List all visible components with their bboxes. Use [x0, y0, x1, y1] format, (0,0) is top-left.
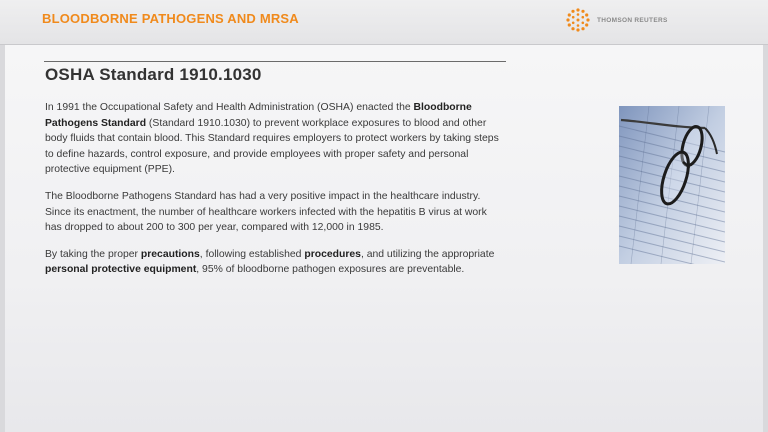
- text-span: By taking the proper: [45, 248, 141, 260]
- logo-icon: [565, 7, 591, 33]
- text-span: In 1991 the Occupational Safety and Health Administration (OSHA) enacted the: [45, 102, 414, 113]
- bold-term: Bloodborne Pathogens Standard: [45, 102, 472, 129]
- text-span: , 95% of bloodborne pathogen exposures are preventable.: [196, 264, 465, 276]
- paragraph-1: [45, 100, 503, 178]
- course-title: BLOODBORNE PATHOGENS AND MRSA: [42, 11, 299, 26]
- header-bar: [0, 0, 768, 45]
- slide-content: [5, 45, 763, 432]
- slide-photo: [619, 106, 725, 264]
- company-logo: [565, 7, 668, 33]
- text-span: The Bloodborne Pathogens Standard has had a very positive impact in the healthcare industry. Since its enactment, the number of healthcare workers infected with the hepatitis B virus at work has dropped to about 200 to 300 per year, compared with 12,000 in 1985.: [45, 190, 487, 234]
- slide-title: OSHA Standard 1910.1030: [45, 65, 262, 84]
- text-span: (Standard 1910.1030) to prevent workplace exposures to blood and other body fluids that contain blood. This Standard requires employers to protect workers by taking steps to define hazards, control exposure, and provide employees with proper safety and personal protective equipment (PPE).: [45, 117, 499, 176]
- paragraph-2: [45, 189, 503, 236]
- body-text: [45, 100, 503, 289]
- paragraph-3: [45, 247, 503, 278]
- eyeglasses-on-newspaper-icon: [619, 106, 725, 264]
- logo-text: THOMSON REUTERS: [597, 16, 668, 24]
- bold-term: personal protective equipment: [45, 264, 197, 276]
- title-rule: [44, 61, 506, 62]
- text-span: , following established: [199, 248, 305, 260]
- text-span: , and utilizing the appropriate: [360, 248, 495, 260]
- bold-term: precautions: [140, 248, 200, 260]
- bold-term: procedures: [304, 248, 361, 260]
